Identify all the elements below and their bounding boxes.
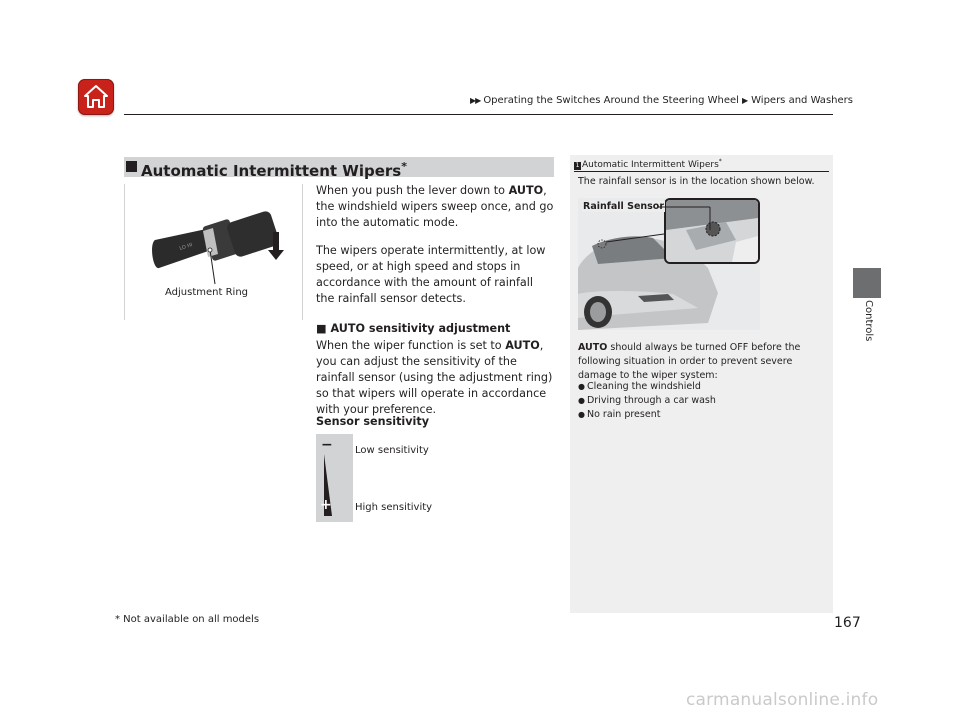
sidebar-divider bbox=[574, 171, 829, 172]
svg-text:LO HI: LO HI bbox=[178, 242, 194, 252]
breadcrumb-arrow-icon: ▶ bbox=[741, 96, 749, 105]
paragraph-intermittent: The wipers operate intermittently, at low speed, or at high speed and stops in accordance with the amount of rainfall the rainfall sensor detects. bbox=[316, 244, 546, 305]
sensor-callout-leader bbox=[630, 198, 720, 248]
sidebar-intro: The rainfall sensor is in the location shown below. bbox=[578, 176, 815, 187]
sensor-sensitivity-heading: Sensor sensitivity bbox=[316, 415, 430, 428]
not-all-models-mark[interactable]: * bbox=[401, 160, 407, 173]
breadcrumb-arrows-icon: ▶▶ bbox=[470, 96, 481, 105]
chapter-tab-label-wrap bbox=[864, 300, 874, 340]
sidebar-bullet-list bbox=[578, 380, 716, 422]
list-item: ● Cleaning the windshield bbox=[578, 380, 716, 394]
wiper-lever-figure bbox=[124, 184, 303, 320]
sidebar-title: 1 Automatic Intermittent Wipers* bbox=[575, 158, 722, 170]
home-button[interactable] bbox=[78, 79, 114, 115]
subheading-sensitivity: ■ AUTO sensitivity adjustment bbox=[316, 322, 511, 335]
watermark: carmanualsonline.info bbox=[686, 690, 879, 710]
list-item: ● No rain present bbox=[578, 408, 716, 422]
section-heading-bar bbox=[124, 157, 554, 180]
breadcrumb-item-wipers[interactable]: Wipers and Washers bbox=[751, 95, 853, 106]
home-icon bbox=[82, 83, 110, 111]
section-square-icon bbox=[126, 161, 137, 172]
breadcrumb-item-switches[interactable]: Operating the Switches Around the Steering Wheel bbox=[483, 95, 739, 106]
sidebar-not-all-models-mark[interactable]: * bbox=[718, 158, 722, 165]
low-sensitivity-label: Low sensitivity bbox=[355, 445, 429, 456]
breadcrumb bbox=[470, 95, 853, 106]
minus-sign: − bbox=[321, 437, 333, 453]
high-sensitivity-label: High sensitivity bbox=[355, 502, 433, 513]
rainfall-sensor-label: Rainfall Sensor bbox=[583, 201, 665, 212]
sidebar-warning-note: AUTO should always be turned OFF before the following situation in order to prevent severe damage to the wiper system: bbox=[578, 342, 801, 381]
chapter-tab[interactable] bbox=[853, 268, 881, 298]
wiper-lever-illustration bbox=[125, 184, 304, 320]
sensitivity-scale bbox=[316, 434, 353, 522]
list-item: ● Driving through a car wash bbox=[578, 394, 716, 408]
footnote: * Not available on all models bbox=[115, 614, 260, 625]
adjustment-ring-caption: Adjustment Ring bbox=[165, 287, 249, 298]
page-number: 167 bbox=[834, 615, 861, 631]
section-title: Automatic Intermittent Wipers* bbox=[141, 160, 407, 180]
subheading-square-icon: ■ bbox=[316, 322, 327, 335]
paragraph-sensitivity: When the wiper function is set to AUTO, you can adjust the sensitivity of the rainfall sensor (using the adjustment ring) so that wipers will operate in accordance with your preference. bbox=[316, 339, 553, 416]
header-divider bbox=[124, 114, 833, 115]
paragraph-auto-mode: When you push the lever down to AUTO, the windshield wipers sweep once, and go into the automatic mode. bbox=[316, 184, 554, 229]
reference-number-icon: 1 bbox=[575, 162, 580, 169]
chapter-tab-label[interactable]: Controls bbox=[863, 300, 874, 342]
plus-sign: + bbox=[320, 497, 332, 513]
